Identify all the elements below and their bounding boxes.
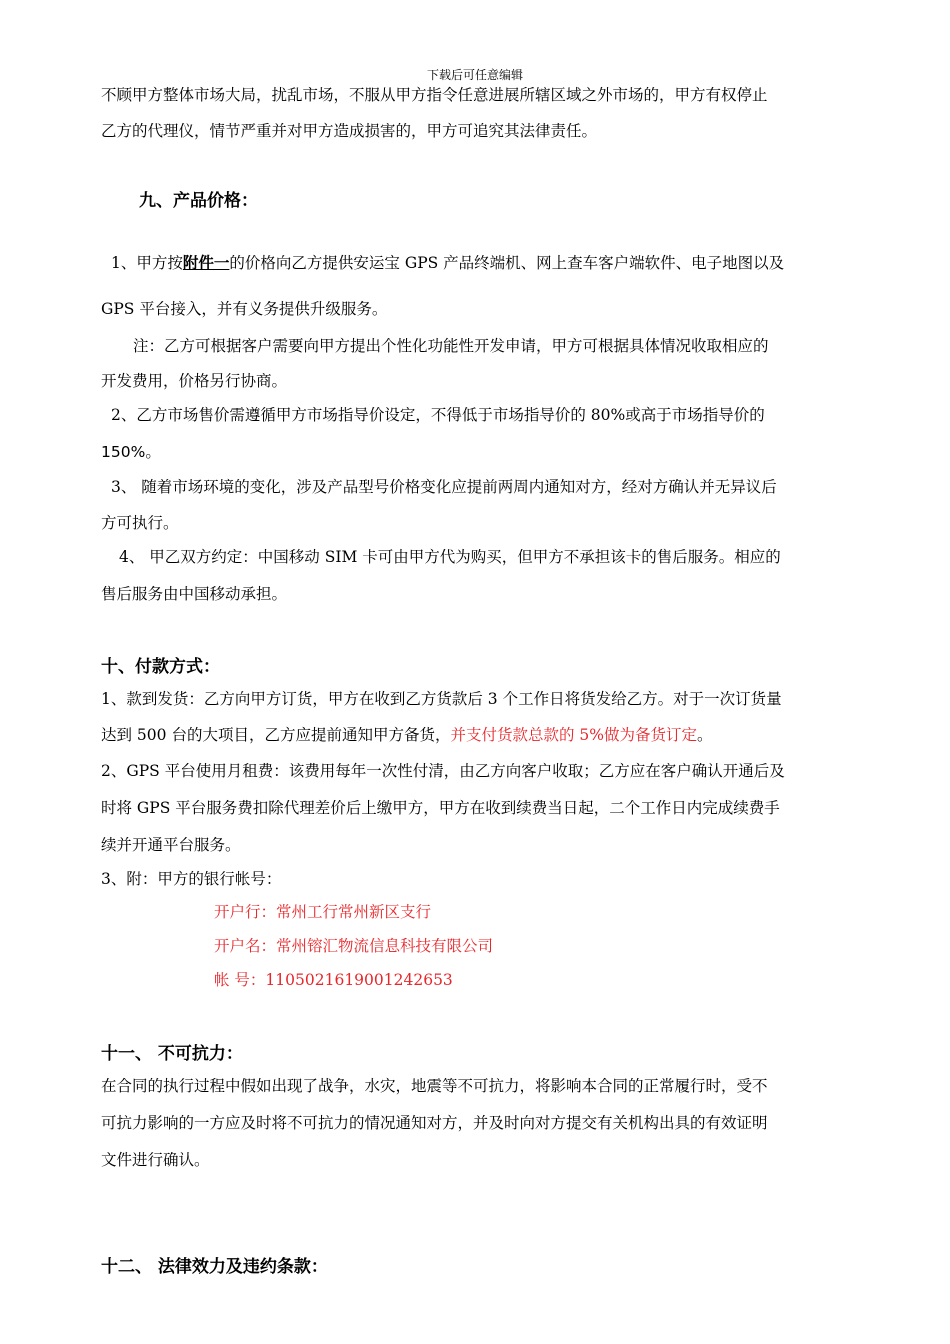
bank-account-number: 帐 号：1105021619001242653 [214,971,453,989]
section-11-heading: 十一、 不可抗力： [101,1044,243,1064]
s11-line-1: 在合同的执行过程中假如出现了战争，水灾，地震等不可抗力，将影响本合同的正常履行时，受不 [101,1077,768,1095]
bank-branch: 开户行：常州工行常州新区支行 [214,903,432,921]
s11-line-3: 文件进行确认。 [101,1151,210,1169]
s9-item2-line-1: 2、乙方市场售价需遵循甲方市场指导价设定，不得低于市场指导价的 80%或高于市场指导价的 [111,406,765,424]
s11-line-2: 可抗力影响的一方应及时将不可抗力的情况通知对方，并及时向对方提交有关机构出具的有效证明 [101,1114,768,1132]
prev-clause-line-1: 不顾甲方整体市场大局，扰乱市场，不服从甲方指令任意进展所辖区域之外市场的，甲方有权停止 [101,86,768,104]
s10-item3: 3、附：甲方的银行帐号： [101,870,282,888]
section-12-heading: 十二、 法律效力及违约条款： [101,1257,328,1277]
s10-item2-line-3: 续并开通平台服务。 [101,836,241,854]
s9-item4-line-2: 售后服务由中国移动承担。 [101,585,288,603]
s10-item1-end: 。 [696,726,713,744]
s10-item1-text: 达到 500 台的大项目，乙方应提前通知甲方备货， [101,726,451,744]
prev-clause-line-2: 乙方的代理仪，情节严重并对甲方造成损害的，甲方可追究其法律责任。 [101,122,598,140]
deposit-clause-highlight: 并支付货款总款的 5%做为备货订定 [450,726,697,744]
s9-item4-line-1: 4、 甲乙双方约定：中国移动 SIM 卡可由甲方代为购买，但甲方不承担该卡的售后服务。相应的 [119,548,781,566]
s9-item1-line-2: GPS 平台接入，并有义务提供升级服务。 [101,300,388,318]
s9-item1-prefix: 1、甲方按 [111,254,183,272]
s9-item2-line-2: 150%。 [101,443,161,461]
s10-item2-line-2: 时将 GPS 平台服务费扣除代理差价后上缴甲方，甲方在收到续费当日起，二个工作日内完成续费手 [101,799,780,817]
s10-item1-line-2 [101,724,713,746]
s10-item2-line-1: 2、GPS 平台使用月租费：该费用每年一次性付清，由乙方向客户收取；乙方应在客户确认开通后及 [101,762,785,780]
s9-note-line-1: 注：乙方可根据客户需要向甲方提出个性化功能性开发申请，甲方可根据具体情况收取相应的 [133,337,769,355]
bank-account-name: 开户名：常州镕汇物流信息科技有限公司 [214,937,494,955]
s9-note-line-2: 开发费用，价格另行协商。 [101,372,288,390]
page-header: 下载后可任意编辑 [426,68,523,82]
s9-item3-line-1: 3、 随着市场环境的变化，涉及产品型号价格变化应提前两周内通知对方，经对方确认并无异议后 [111,478,777,496]
s10-item1-line-1: 1、款到发货：乙方向甲方订货，甲方在收到乙方货款后 3 个工作日将货发给乙方。对于一次订货量 [101,690,782,708]
section-10-heading: 十、付款方式： [101,657,220,677]
appendix-one-link[interactable]: 附件一 [182,253,230,272]
s9-item1-line-1 [111,252,784,274]
section-9-heading: 九、产品价格： [139,191,258,211]
s9-item3-line-2: 方可执行。 [101,514,179,532]
s9-item1-rest: 的价格向乙方提供安运宝 GPS 产品终端机、网上查车客户端软件、电子地图以及 [229,254,785,272]
